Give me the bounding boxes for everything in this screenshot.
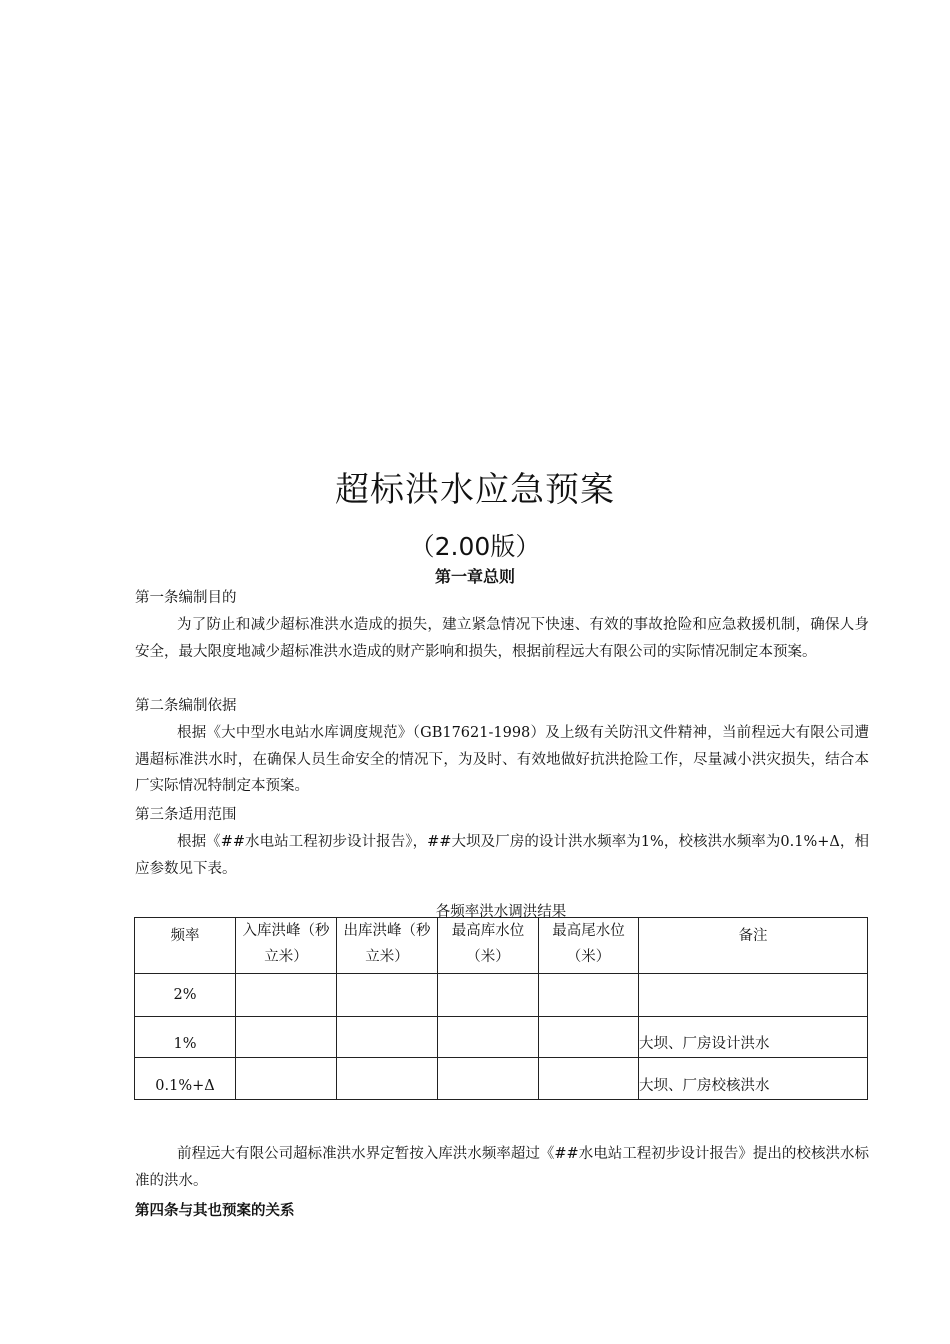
header-frequency: 频率 <box>135 918 236 974</box>
document-version: （2.00版） <box>409 532 541 561</box>
table-header-row <box>135 918 868 974</box>
cell-max-level <box>438 974 539 1017</box>
header-max-reservoir-level: 最高库水位（米） <box>438 918 539 974</box>
cell-tail-level <box>539 1058 639 1100</box>
document-title: 超标洪水应急预案 <box>335 470 615 510</box>
cell-outflow <box>337 974 438 1017</box>
header-inflow-peak: 入库洪峰（秒立米） <box>236 918 337 974</box>
cell-frequency: 2% <box>135 974 236 1017</box>
article4-heading: 第四条与其也预案的关系 <box>135 1203 295 1219</box>
table-row <box>135 1017 868 1058</box>
header-outflow-peak: 出库洪峰（秒立米） <box>337 918 438 974</box>
cell-outflow <box>337 1058 438 1100</box>
chapter-heading: 第一章总则 <box>434 567 515 586</box>
table-row <box>135 974 868 1017</box>
cell-max-level <box>438 1058 539 1100</box>
article2-heading: 第二条编制依据 <box>135 698 237 714</box>
cell-outflow <box>337 1017 438 1058</box>
article1-body: 为了防止和减少超标准洪水造成的损失，建立紧急情况下快速、有效的事故抢险和应急救援机制，确保人身安全，最大限度地减少超标准洪水造成的财产影响和损失，根据前程远大有限公司的实际情况制定本预案。 <box>135 617 869 660</box>
cell-remarks: 大坝、厂房校核洪水 <box>639 1058 868 1100</box>
table-row <box>135 1058 868 1100</box>
flood-results-table <box>134 917 868 1100</box>
cell-inflow <box>236 974 337 1017</box>
cell-inflow <box>236 1017 337 1058</box>
cell-tail-level <box>539 974 639 1017</box>
header-max-tailwater-level: 最高尾水位（米） <box>539 918 639 974</box>
article1-heading: 第一条编制目的 <box>135 590 237 606</box>
cell-frequency: 1% <box>135 1017 236 1058</box>
cell-remarks <box>639 974 868 1017</box>
cell-tail-level <box>539 1017 639 1058</box>
cell-max-level <box>438 1017 539 1058</box>
cell-frequency: 0.1%+Δ <box>135 1058 236 1100</box>
article3-body: 根据《##水电站工程初步设计报告》，##大坝及厂房的设计洪水频率为1%，校核洪水频率为0.1%+Δ，相应参数见下表。 <box>135 834 869 877</box>
definition-body: 前程远大有限公司超标准洪水界定暂按入库洪水频率超过《##水电站工程初步设计报告》提出的校核洪水标准的洪水。 <box>135 1146 869 1189</box>
table-caption: 各频率洪水调洪结果 <box>435 904 567 920</box>
cell-inflow <box>236 1058 337 1100</box>
article3-heading: 第三条适用范围 <box>135 807 237 823</box>
header-remarks: 备注 <box>639 918 868 974</box>
cell-remarks: 大坝、厂房设计洪水 <box>639 1017 868 1058</box>
article2-body: 根据《大中型水电站水库调度规范》（GB17621-1998）及上级有关防汛文件精神，当前程远大有限公司遭遇超标准洪水时，在确保人员生命安全的情况下，为及时、有效地做好抗洪抢险工作，尽量减小洪灾损失，结合本厂实际情况特制定本预案。 <box>135 725 869 794</box>
